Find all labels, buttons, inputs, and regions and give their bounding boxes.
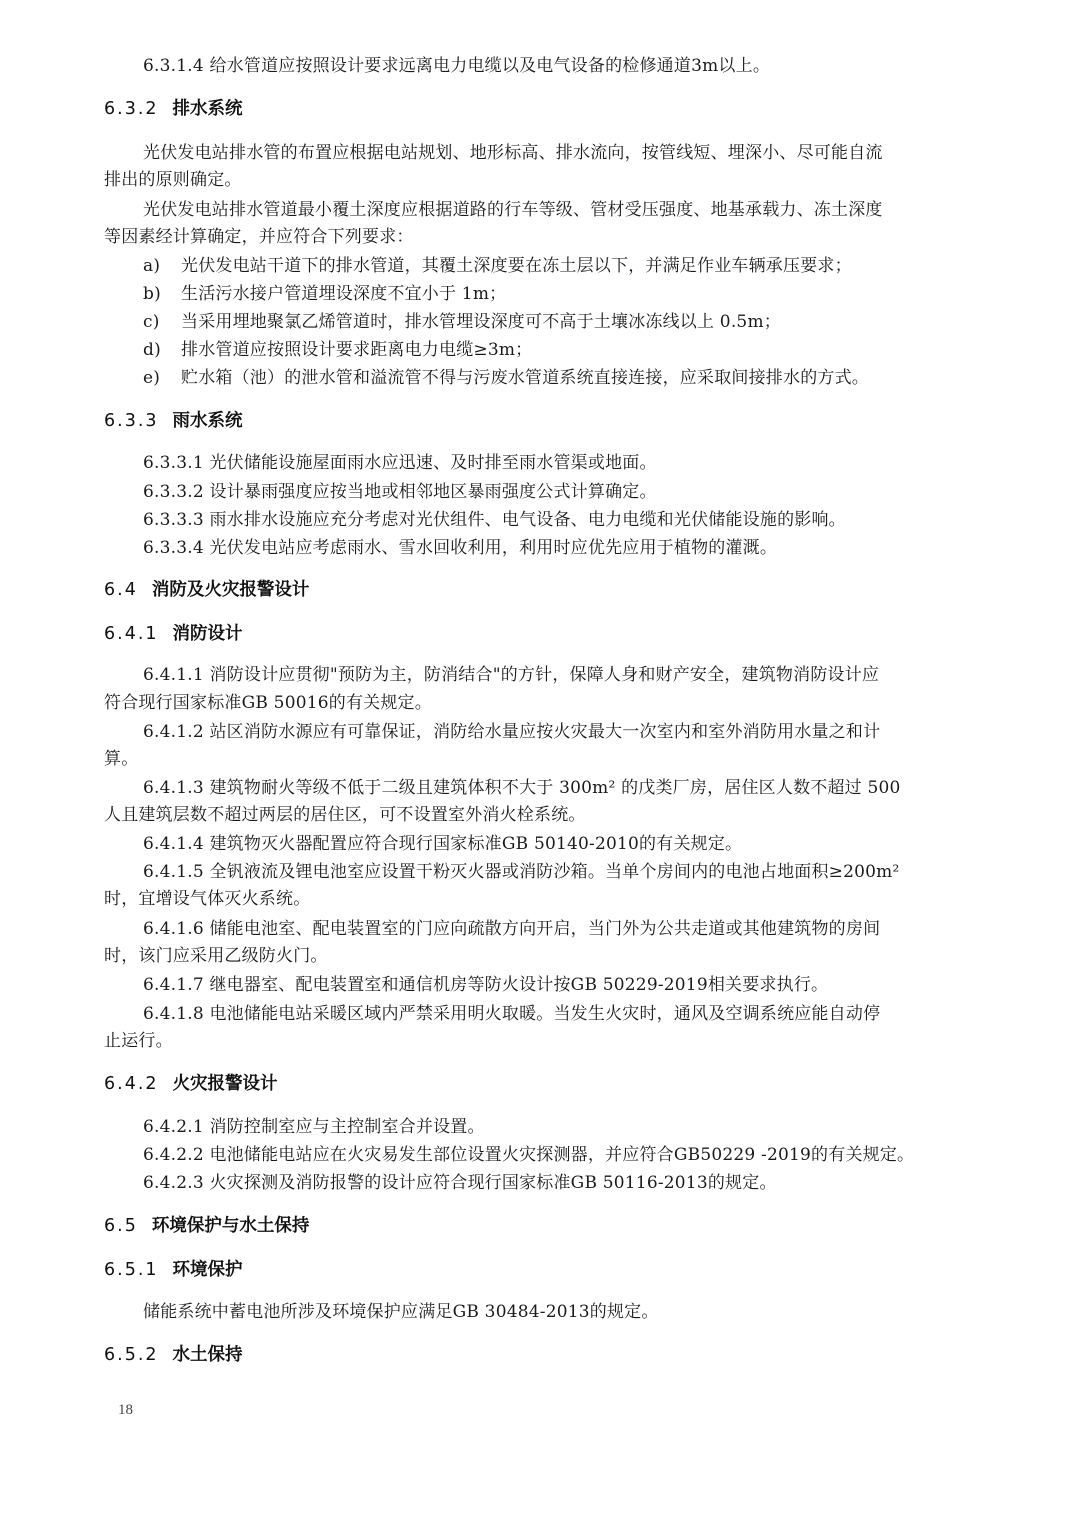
paragraph-line: 人且建筑层数不超过两层的居住区，可不设置室外消火栓系统。: [104, 805, 586, 825]
list-marker: b): [143, 284, 161, 304]
clause-6-4-1-7: 6.4.1.7 继电器室、配电装置室和通信机房等防火设计按GB 50229-2019相关要求执行。: [143, 975, 829, 995]
clause-6-3-3-2: 6.3.3.2 设计暴雨强度应按当地或相邻地区暴雨强度公式计算确定。: [143, 482, 657, 502]
clause-6-4-1-4: 6.4.1.4 建筑物灭火器配置应符合现行国家标准GB 50140-2010的有关规定。: [143, 834, 743, 854]
heading-6-3-2: [104, 97, 243, 121]
list-item: [143, 254, 852, 278]
heading-6-4-1: [104, 622, 243, 646]
clause-6-3-3-1: 6.3.3.1 光伏储能设施屋面雨水应迅速、及时排至雨水管渠或地面。: [143, 453, 657, 473]
paragraph-line: 算。: [104, 749, 139, 769]
heading-title: 环境保护与水土保持: [151, 1216, 310, 1236]
clause-6-3-3-4: 6.3.3.4 光伏发电站应考虑雨水、雪水回收利用，利用时应优先应用于植物的灌溉。: [143, 538, 778, 558]
heading-number: 6.3.3: [104, 411, 159, 431]
heading-6-5: [104, 1214, 309, 1238]
page-number: 18: [118, 1402, 133, 1418]
paragraph-line: 等因素经计算确定，并应符合下列要求：: [104, 227, 414, 247]
heading-6-3-3: [104, 409, 243, 433]
heading-title: 消防设计: [172, 624, 243, 644]
clause-6-4-1-3: 6.4.1.3 建筑物耐火等级不低于二级且建筑体积不大于 300m² 的戊类厂房，居住区人数不超过 500: [143, 778, 901, 798]
clause-6-4-2-2: 6.4.2.2 电池储能电站应在火灾易发生部位设置火灾探测器，并应符合GB50229 -2019的有关规定。: [143, 1145, 915, 1165]
heading-title: 雨水系统: [172, 411, 243, 431]
paragraph-line: 时，该门应采用乙级防火门。: [104, 946, 328, 966]
clause-6-4-1-6: 6.4.1.6 储能电池室、配电装置室的门应向疏散方向开启，当门外为公共走道或其他建筑物的房间: [143, 919, 881, 939]
clause-6-3-1-4: 6.3.1.4 给水管道应按照设计要求远离电力电缆以及电气设备的检修通道3m以上。: [143, 56, 771, 76]
paragraph-line: 止运行。: [104, 1031, 173, 1051]
list-marker: d): [143, 340, 161, 360]
heading-number: 6.4.2: [104, 1074, 159, 1094]
paragraph-line: 光伏发电站排水管的布置应根据电站规划、地形标高、排水流向，按管线短、埋深小、尽可能自流: [143, 143, 883, 163]
list-item: [143, 282, 506, 306]
clause-6-3-3-3: 6.3.3.3 雨水排水设施应充分考虑对光伏组件、电气设备、电力电缆和光伏储能设施的影响。: [143, 510, 846, 530]
heading-number: 6.5.1: [104, 1260, 159, 1280]
paragraph-line: 光伏发电站排水管道最小覆土深度应根据道路的行车等级、管材受压强度、地基承载力、冻土深度: [143, 200, 883, 220]
heading-number: 6.4: [104, 580, 138, 600]
paragraph-line: 符合现行国家标准GB 50016的有关规定。: [104, 693, 432, 713]
paragraph-line: 储能系统中蓄电池所涉及环境保护应满足GB 30484-2013的规定。: [143, 1302, 659, 1322]
heading-number: 6.3.2: [104, 99, 159, 119]
list-item: [143, 366, 869, 390]
list-marker: e): [143, 368, 161, 388]
list-text: 生活污水接户管道埋设深度不宜小于 1m；: [181, 284, 507, 304]
paragraph-line: 排出的原则确定。: [104, 170, 242, 190]
clause-6-4-1-2: 6.4.1.2 站区消防水源应有可靠保证，消防给水量应按火灾最大一次室内和室外消防用水量之和计: [143, 722, 881, 742]
heading-6-4-2: [104, 1072, 278, 1096]
heading-number: 6.5: [104, 1216, 138, 1236]
list-item: [143, 310, 781, 334]
list-marker: a): [143, 256, 161, 276]
heading-title: 排水系统: [172, 99, 243, 119]
heading-title: 消防及火灾报警设计: [151, 580, 310, 600]
heading-number: 6.4.1: [104, 624, 159, 644]
heading-title: 水土保持: [172, 1345, 243, 1365]
paragraph-line: 时，宜增设气体灭火系统。: [104, 889, 311, 909]
list-marker: c): [143, 312, 160, 332]
list-text: 当采用埋地聚氯乙烯管道时，排水管埋设深度可不高于土壤冰冻线以上 0.5m；: [181, 312, 781, 332]
heading-number: 6.5.2: [104, 1345, 159, 1365]
clause-6-4-1-8: 6.4.1.8 电池储能电站采暖区域内严禁采用明火取暖。当发生火灾时，通风及空调系统应能自动停: [143, 1004, 881, 1024]
list-text: 排水管道应按照设计要求距离电力电缆≥3m；: [181, 340, 533, 360]
list-text: 光伏发电站干道下的排水管道，其覆土深度要在冻土层以下，并满足作业车辆承压要求；: [181, 256, 852, 276]
heading-6-4: [104, 578, 309, 602]
heading-title: 环境保护: [172, 1260, 243, 1280]
clause-6-4-1-1: 6.4.1.1 消防设计应贯彻"预防为主，防消结合"的方针，保障人身和财产安全，建筑物消防设计应: [143, 665, 880, 685]
heading-title: 火灾报警设计: [172, 1074, 278, 1094]
heading-6-5-1: [104, 1258, 243, 1282]
list-text: 贮水箱（池）的泄水管和溢流管不得与污废水管道系统直接连接，应采取间接排水的方式。: [181, 368, 869, 388]
heading-6-5-2: [104, 1343, 243, 1367]
clause-6-4-1-5: 6.4.1.5 全钒液流及锂电池室应设置干粉灭火器或消防沙箱。当单个房间内的电池占地面积≥200m²: [143, 862, 900, 882]
clause-6-4-2-3: 6.4.2.3 火灾探测及消防报警的设计应符合现行国家标准GB 50116-2013的规定。: [143, 1173, 777, 1193]
clause-6-4-2-1: 6.4.2.1 消防控制室应与主控制室合并设置。: [143, 1117, 485, 1137]
list-item: [143, 338, 532, 362]
